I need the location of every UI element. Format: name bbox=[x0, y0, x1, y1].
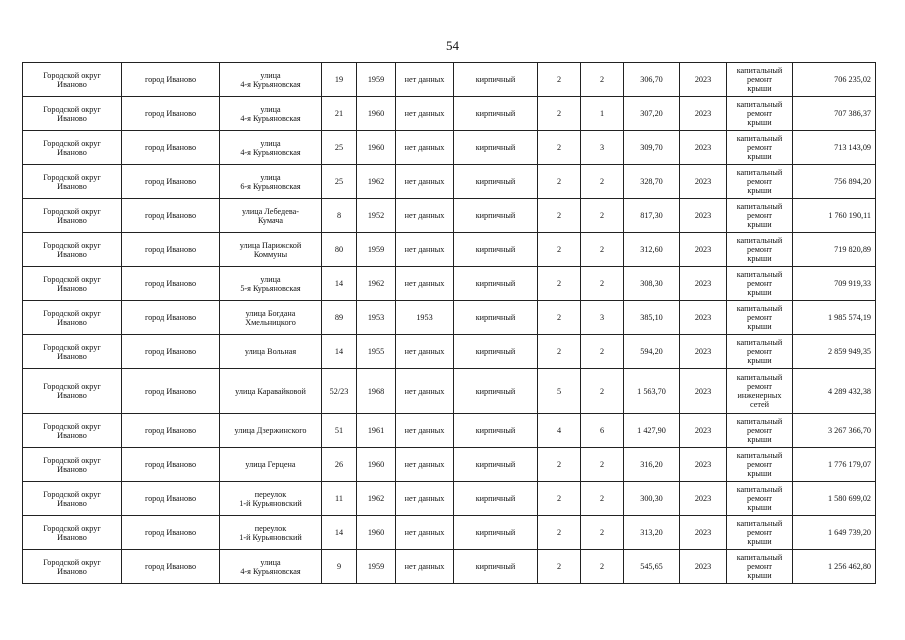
table-row bbox=[23, 369, 876, 414]
district-cell: Городской округ Иваново bbox=[23, 550, 122, 584]
district-cell: Городской округ Иваново bbox=[23, 516, 122, 550]
entrances-cell: 3 bbox=[581, 131, 624, 165]
floors-cell: 2 bbox=[538, 199, 581, 233]
year-built-cell: 1959 bbox=[357, 233, 396, 267]
work-type-cell: капитальный ремонт крыши bbox=[727, 550, 793, 584]
entrances-cell: 2 bbox=[581, 369, 624, 414]
cost-cell: 706 235,02 bbox=[793, 63, 876, 97]
floors-cell: 4 bbox=[538, 414, 581, 448]
cost-cell: 1 649 739,20 bbox=[793, 516, 876, 550]
plan-year-cell: 2023 bbox=[680, 414, 727, 448]
year-commissioned-cell: нет данных bbox=[396, 165, 454, 199]
work-type-cell: капитальный ремонт крыши bbox=[727, 199, 793, 233]
street-cell: улица Вольная bbox=[220, 335, 322, 369]
plan-year-cell: 2023 bbox=[680, 448, 727, 482]
cost-cell: 1 985 574,19 bbox=[793, 301, 876, 335]
table-row bbox=[23, 97, 876, 131]
district-cell: Городской округ Иваново bbox=[23, 97, 122, 131]
year-commissioned-cell: нет данных bbox=[396, 448, 454, 482]
house-number-cell: 14 bbox=[322, 335, 357, 369]
work-type-cell: капитальный ремонт крыши bbox=[727, 301, 793, 335]
table-row bbox=[23, 550, 876, 584]
wall-material-cell: кирпичный bbox=[454, 414, 538, 448]
wall-material-cell: кирпичный bbox=[454, 369, 538, 414]
year-commissioned-cell: нет данных bbox=[396, 233, 454, 267]
entrances-cell: 6 bbox=[581, 414, 624, 448]
wall-material-cell: кирпичный bbox=[454, 131, 538, 165]
house-number-cell: 80 bbox=[322, 233, 357, 267]
table-row bbox=[23, 414, 876, 448]
house-number-cell: 51 bbox=[322, 414, 357, 448]
plan-year-cell: 2023 bbox=[680, 165, 727, 199]
entrances-cell: 2 bbox=[581, 482, 624, 516]
wall-material-cell: кирпичный bbox=[454, 199, 538, 233]
house-number-cell: 14 bbox=[322, 267, 357, 301]
year-built-cell: 1962 bbox=[357, 267, 396, 301]
entrances-cell: 2 bbox=[581, 233, 624, 267]
entrances-cell: 2 bbox=[581, 63, 624, 97]
floors-cell: 2 bbox=[538, 63, 581, 97]
floors-cell: 2 bbox=[538, 550, 581, 584]
table-row bbox=[23, 131, 876, 165]
table-row bbox=[23, 516, 876, 550]
table-row bbox=[23, 267, 876, 301]
house-number-cell: 14 bbox=[322, 516, 357, 550]
wall-material-cell: кирпичный bbox=[454, 482, 538, 516]
house-number-cell: 8 bbox=[322, 199, 357, 233]
year-built-cell: 1960 bbox=[357, 97, 396, 131]
cost-cell: 709 919,33 bbox=[793, 267, 876, 301]
floors-cell: 2 bbox=[538, 301, 581, 335]
cost-cell: 1 580 699,02 bbox=[793, 482, 876, 516]
wall-material-cell: кирпичный bbox=[454, 301, 538, 335]
year-commissioned-cell: нет данных bbox=[396, 516, 454, 550]
plan-year-cell: 2023 bbox=[680, 233, 727, 267]
table-row bbox=[23, 482, 876, 516]
district-cell: Городской округ Иваново bbox=[23, 369, 122, 414]
plan-year-cell: 2023 bbox=[680, 550, 727, 584]
plan-year-cell: 2023 bbox=[680, 516, 727, 550]
year-commissioned-cell: 1953 bbox=[396, 301, 454, 335]
wall-material-cell: кирпичный bbox=[454, 267, 538, 301]
area-cell: 328,70 bbox=[624, 165, 680, 199]
settlement-cell: город Иваново bbox=[122, 131, 220, 165]
plan-year-cell: 2023 bbox=[680, 301, 727, 335]
entrances-cell: 2 bbox=[581, 550, 624, 584]
year-commissioned-cell: нет данных bbox=[396, 414, 454, 448]
work-type-cell: капитальный ремонт крыши bbox=[727, 482, 793, 516]
floors-cell: 2 bbox=[538, 97, 581, 131]
cost-cell: 4 289 432,38 bbox=[793, 369, 876, 414]
area-cell: 307,20 bbox=[624, 97, 680, 131]
wall-material-cell: кирпичный bbox=[454, 165, 538, 199]
plan-year-cell: 2023 bbox=[680, 63, 727, 97]
area-cell: 594,20 bbox=[624, 335, 680, 369]
plan-year-cell: 2023 bbox=[680, 97, 727, 131]
work-type-cell: капитальный ремонт крыши bbox=[727, 165, 793, 199]
house-number-cell: 52/23 bbox=[322, 369, 357, 414]
plan-year-cell: 2023 bbox=[680, 267, 727, 301]
street-cell: улица 6-я Курьяновская bbox=[220, 165, 322, 199]
floors-cell: 2 bbox=[538, 131, 581, 165]
plan-year-cell: 2023 bbox=[680, 369, 727, 414]
area-cell: 817,30 bbox=[624, 199, 680, 233]
year-commissioned-cell: нет данных bbox=[396, 97, 454, 131]
street-cell: улица Каравайковой bbox=[220, 369, 322, 414]
wall-material-cell: кирпичный bbox=[454, 63, 538, 97]
table-row bbox=[23, 335, 876, 369]
settlement-cell: город Иваново bbox=[122, 516, 220, 550]
year-commissioned-cell: нет данных bbox=[396, 199, 454, 233]
street-cell: переулок 1-й Курьяновский bbox=[220, 482, 322, 516]
settlement-cell: город Иваново bbox=[122, 267, 220, 301]
district-cell: Городской округ Иваново bbox=[23, 131, 122, 165]
district-cell: Городской округ Иваново bbox=[23, 63, 122, 97]
district-cell: Городской округ Иваново bbox=[23, 482, 122, 516]
entrances-cell: 1 bbox=[581, 97, 624, 131]
area-cell: 385,10 bbox=[624, 301, 680, 335]
area-cell: 1 563,70 bbox=[624, 369, 680, 414]
district-cell: Городской округ Иваново bbox=[23, 448, 122, 482]
cost-cell: 713 143,09 bbox=[793, 131, 876, 165]
cost-cell: 1 256 462,80 bbox=[793, 550, 876, 584]
entrances-cell: 2 bbox=[581, 165, 624, 199]
area-cell: 308,30 bbox=[624, 267, 680, 301]
work-type-cell: капитальный ремонт крыши bbox=[727, 131, 793, 165]
year-built-cell: 1960 bbox=[357, 448, 396, 482]
table-row bbox=[23, 165, 876, 199]
year-commissioned-cell: нет данных bbox=[396, 369, 454, 414]
settlement-cell: город Иваново bbox=[122, 550, 220, 584]
table-row bbox=[23, 301, 876, 335]
year-built-cell: 1955 bbox=[357, 335, 396, 369]
district-cell: Городской округ Иваново bbox=[23, 267, 122, 301]
street-cell: улица Лебедева- Кумача bbox=[220, 199, 322, 233]
settlement-cell: город Иваново bbox=[122, 482, 220, 516]
street-cell: улица Парижской Коммуны bbox=[220, 233, 322, 267]
floors-cell: 5 bbox=[538, 369, 581, 414]
house-number-cell: 19 bbox=[322, 63, 357, 97]
year-built-cell: 1968 bbox=[357, 369, 396, 414]
wall-material-cell: кирпичный bbox=[454, 335, 538, 369]
street-cell: улица 5-я Курьяновская bbox=[220, 267, 322, 301]
floors-cell: 2 bbox=[538, 482, 581, 516]
table-row bbox=[23, 63, 876, 97]
area-cell: 1 427,90 bbox=[624, 414, 680, 448]
district-cell: Городской округ Иваново bbox=[23, 414, 122, 448]
district-cell: Городской округ Иваново bbox=[23, 199, 122, 233]
house-number-cell: 11 bbox=[322, 482, 357, 516]
area-cell: 545,65 bbox=[624, 550, 680, 584]
settlement-cell: город Иваново bbox=[122, 301, 220, 335]
wall-material-cell: кирпичный bbox=[454, 550, 538, 584]
street-cell: улица 4-я Курьяновская bbox=[220, 131, 322, 165]
house-number-cell: 26 bbox=[322, 448, 357, 482]
street-cell: улица 4-я Курьяновская bbox=[220, 97, 322, 131]
work-type-cell: капитальный ремонт крыши bbox=[727, 448, 793, 482]
table-row bbox=[23, 448, 876, 482]
cost-cell: 1 760 190,11 bbox=[793, 199, 876, 233]
cost-cell: 3 267 366,70 bbox=[793, 414, 876, 448]
settlement-cell: город Иваново bbox=[122, 335, 220, 369]
cost-cell: 719 820,89 bbox=[793, 233, 876, 267]
floors-cell: 2 bbox=[538, 233, 581, 267]
plan-year-cell: 2023 bbox=[680, 199, 727, 233]
area-cell: 313,20 bbox=[624, 516, 680, 550]
floors-cell: 2 bbox=[538, 165, 581, 199]
street-cell: улица Герцена bbox=[220, 448, 322, 482]
plan-year-cell: 2023 bbox=[680, 482, 727, 516]
house-number-cell: 9 bbox=[322, 550, 357, 584]
house-number-cell: 89 bbox=[322, 301, 357, 335]
house-number-cell: 25 bbox=[322, 165, 357, 199]
year-built-cell: 1952 bbox=[357, 199, 396, 233]
street-cell: улица 4-я Курьяновская bbox=[220, 550, 322, 584]
settlement-cell: город Иваново bbox=[122, 97, 220, 131]
entrances-cell: 2 bbox=[581, 199, 624, 233]
street-cell: улица 4-я Курьяновская bbox=[220, 63, 322, 97]
area-cell: 300,30 bbox=[624, 482, 680, 516]
table-row bbox=[23, 199, 876, 233]
area-cell: 312,60 bbox=[624, 233, 680, 267]
entrances-cell: 2 bbox=[581, 516, 624, 550]
year-built-cell: 1962 bbox=[357, 482, 396, 516]
table-row bbox=[23, 233, 876, 267]
district-cell: Городской округ Иваново bbox=[23, 301, 122, 335]
work-type-cell: капитальный ремонт крыши bbox=[727, 63, 793, 97]
year-commissioned-cell: нет данных bbox=[396, 335, 454, 369]
work-type-cell: капитальный ремонт инженерных сетей bbox=[727, 369, 793, 414]
district-cell: Городской округ Иваново bbox=[23, 165, 122, 199]
year-commissioned-cell: нет данных bbox=[396, 267, 454, 301]
year-built-cell: 1962 bbox=[357, 165, 396, 199]
street-cell: улица Дзержинского bbox=[220, 414, 322, 448]
area-cell: 309,70 bbox=[624, 131, 680, 165]
floors-cell: 2 bbox=[538, 335, 581, 369]
area-cell: 306,70 bbox=[624, 63, 680, 97]
work-type-cell: капитальный ремонт крыши bbox=[727, 335, 793, 369]
cost-cell: 707 386,37 bbox=[793, 97, 876, 131]
house-number-cell: 21 bbox=[322, 97, 357, 131]
entrances-cell: 2 bbox=[581, 448, 624, 482]
area-cell: 316,20 bbox=[624, 448, 680, 482]
work-type-cell: капитальный ремонт крыши bbox=[727, 233, 793, 267]
plan-year-cell: 2023 bbox=[680, 335, 727, 369]
entrances-cell: 2 bbox=[581, 335, 624, 369]
wall-material-cell: кирпичный bbox=[454, 516, 538, 550]
work-type-cell: капитальный ремонт крыши bbox=[727, 414, 793, 448]
year-built-cell: 1953 bbox=[357, 301, 396, 335]
wall-material-cell: кирпичный bbox=[454, 97, 538, 131]
settlement-cell: город Иваново bbox=[122, 165, 220, 199]
year-commissioned-cell: нет данных bbox=[396, 63, 454, 97]
entrances-cell: 3 bbox=[581, 301, 624, 335]
work-type-cell: капитальный ремонт крыши bbox=[727, 267, 793, 301]
wall-material-cell: кирпичный bbox=[454, 448, 538, 482]
street-cell: переулок 1-й Курьяновский bbox=[220, 516, 322, 550]
district-cell: Городской округ Иваново bbox=[23, 335, 122, 369]
work-type-cell: капитальный ремонт крыши bbox=[727, 516, 793, 550]
housing-registry-table bbox=[22, 62, 876, 584]
year-built-cell: 1959 bbox=[357, 550, 396, 584]
settlement-cell: город Иваново bbox=[122, 448, 220, 482]
floors-cell: 2 bbox=[538, 516, 581, 550]
page-number: 54 bbox=[446, 38, 459, 53]
settlement-cell: город Иваново bbox=[122, 199, 220, 233]
year-built-cell: 1960 bbox=[357, 516, 396, 550]
entrances-cell: 2 bbox=[581, 267, 624, 301]
year-commissioned-cell: нет данных bbox=[396, 131, 454, 165]
cost-cell: 756 894,20 bbox=[793, 165, 876, 199]
floors-cell: 2 bbox=[538, 267, 581, 301]
year-commissioned-cell: нет данных bbox=[396, 482, 454, 516]
settlement-cell: город Иваново bbox=[122, 369, 220, 414]
wall-material-cell: кирпичный bbox=[454, 233, 538, 267]
house-number-cell: 25 bbox=[322, 131, 357, 165]
floors-cell: 2 bbox=[538, 448, 581, 482]
cost-cell: 2 859 949,35 bbox=[793, 335, 876, 369]
district-cell: Городской округ Иваново bbox=[23, 233, 122, 267]
settlement-cell: город Иваново bbox=[122, 414, 220, 448]
year-commissioned-cell: нет данных bbox=[396, 550, 454, 584]
year-built-cell: 1959 bbox=[357, 63, 396, 97]
work-type-cell: капитальный ремонт крыши bbox=[727, 97, 793, 131]
settlement-cell: город Иваново bbox=[122, 233, 220, 267]
cost-cell: 1 776 179,07 bbox=[793, 448, 876, 482]
settlement-cell: город Иваново bbox=[122, 63, 220, 97]
year-built-cell: 1960 bbox=[357, 131, 396, 165]
registry-body bbox=[23, 63, 876, 584]
year-built-cell: 1961 bbox=[357, 414, 396, 448]
plan-year-cell: 2023 bbox=[680, 131, 727, 165]
street-cell: улица Богдана Хмельницкого bbox=[220, 301, 322, 335]
